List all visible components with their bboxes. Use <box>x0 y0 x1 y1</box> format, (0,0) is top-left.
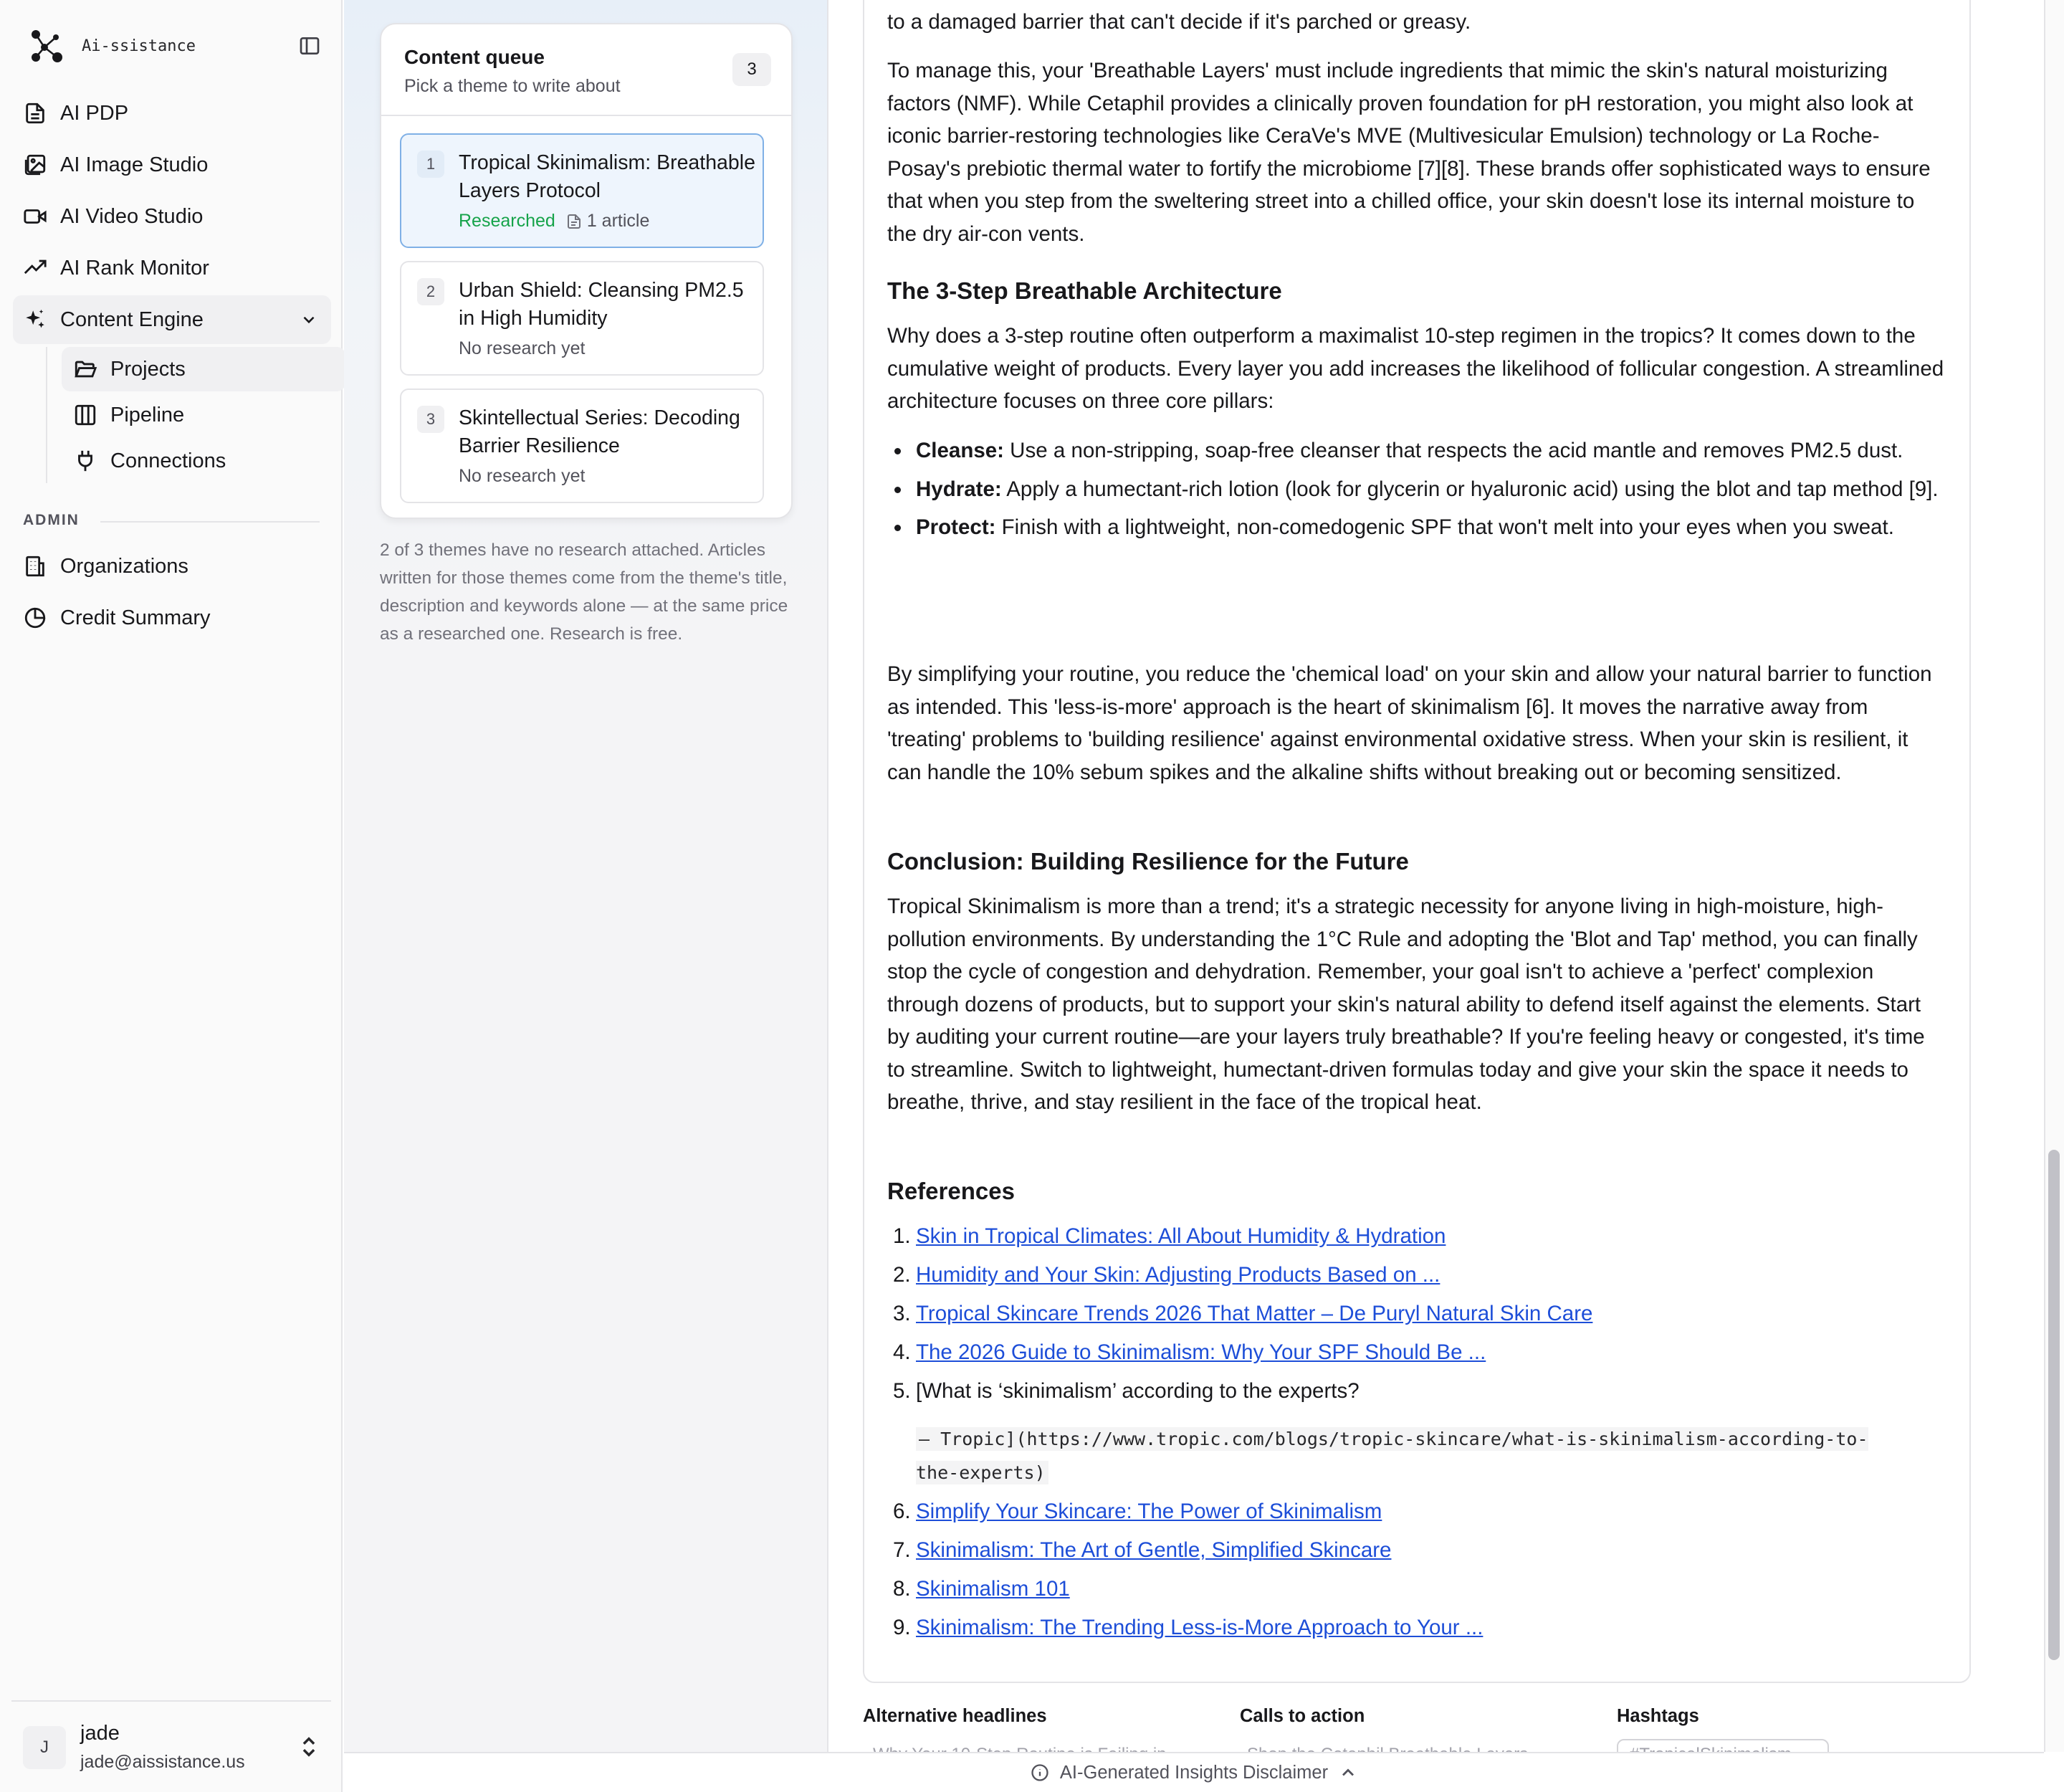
trending-up-icon <box>23 256 47 280</box>
theme-meta <box>459 338 585 359</box>
queue-column <box>344 0 827 1752</box>
reference-item <box>887 1375 1948 1495</box>
admin-nav <box>13 542 331 645</box>
theme-card-2[interactable] <box>400 261 764 376</box>
section-heading: The 3-Step Breathable Architecture <box>887 277 1282 304</box>
reference-number: 5. <box>893 1379 911 1403</box>
sidebar-item-label: Projects <box>110 357 186 381</box>
reference-item <box>887 1220 1948 1259</box>
reference-number: 4. <box>893 1340 911 1364</box>
reference-number: 2. <box>893 1263 911 1287</box>
chevron-up-icon <box>1338 1763 1358 1783</box>
pillar-term: Cleanse: <box>916 439 1004 462</box>
document-icon <box>565 213 583 230</box>
theme-number: 1 <box>417 151 444 178</box>
article-paragraph: Why does a 3-step routine often outperform a maximalist 10-step regimen in the tropics? It comes down to the cumulative weight of products. Every layer you add increases the likelihood of follicular congestion. A streamlined architecture focuses on three core pillars: <box>887 324 1944 413</box>
research-status: No research yet <box>459 466 586 486</box>
reference-number: 8. <box>893 1577 911 1601</box>
sidebar-toggle-icon <box>298 34 321 57</box>
alt-headlines-label: Alternative headlines <box>863 1706 1047 1726</box>
admin-divider <box>100 521 320 523</box>
pillar-text: Use a non-stripping, soap-free cleanser that respects the acid mantle and removes PM2.5 dust. <box>1003 439 1903 462</box>
queue-count-badge: 3 <box>732 53 771 86</box>
theme-title: Tropical Skinimalism: Breathable Layers Protocol <box>459 151 755 202</box>
reference-link[interactable]: The 2026 Guide to Skinimalism: Why Your SPF Should Be ... <box>916 1340 1486 1364</box>
reference-text: [What is ‘skinimalism’ according to the experts? <box>916 1379 1360 1403</box>
pillar-list <box>887 434 1948 544</box>
reference-item <box>887 1611 1948 1650</box>
sidebar-item-ai-video-studio[interactable] <box>13 192 331 241</box>
sidebar-item-pipeline[interactable] <box>62 393 345 437</box>
sparkles-icon <box>23 308 47 332</box>
article-paragraph: to a damaged barrier that can't decide if it's parched or greasy. <box>887 10 1471 34</box>
section-heading: Conclusion: Building Resilience for the Future <box>887 848 1409 874</box>
folder-open-icon <box>73 357 97 381</box>
reference-item <box>887 1495 1948 1534</box>
theme-meta <box>459 211 649 232</box>
reference-number: 6. <box>893 1500 911 1523</box>
references-heading: References <box>887 1178 1015 1204</box>
reference-link[interactable]: Skin in Tropical Climates: All About Humidity & Hydration <box>916 1224 1446 1248</box>
image-icon <box>23 153 47 177</box>
sidebar-toggle-button[interactable] <box>295 32 324 60</box>
reference-item <box>887 1573 1948 1611</box>
queue-research-note: 2 of 3 themes have no research attached. Articles written for those themes come from the theme's title, description and keywords alone — at the same price as a researched one. Research is free. <box>380 540 788 644</box>
pillar-text: Apply a humectant-rich lotion (look for glycerin or hyaluronic acid) using the blot and tap method [9]. <box>1001 477 1939 501</box>
reference-number: 3. <box>893 1302 911 1325</box>
scrollbar-thumb[interactable] <box>2048 1150 2060 1660</box>
reference-item <box>887 1259 1948 1297</box>
reference-link[interactable]: Simplify Your Skincare: The Power of Skinimalism <box>916 1500 1382 1523</box>
sidebar-item-content-engine[interactable] <box>13 295 331 344</box>
sidebar-item-connections[interactable] <box>62 439 345 483</box>
references-list <box>887 1220 1948 1650</box>
reference-link[interactable]: Skinimalism: The Art of Gentle, Simplified Skincare <box>916 1538 1392 1562</box>
logo-icon <box>26 26 66 66</box>
reference-link[interactable]: Skinimalism 101 <box>916 1577 1070 1601</box>
app-name: Ai-ssistance <box>82 37 196 55</box>
sidebar-item-label: Connections <box>110 449 226 472</box>
list-item <box>887 434 1948 467</box>
document-icon <box>23 101 47 125</box>
research-status: No research yet <box>459 338 586 358</box>
brand[interactable] <box>26 26 196 66</box>
sidebar-item-credit-summary[interactable] <box>13 594 331 642</box>
reference-link[interactable]: Skinimalism: The Trending Less-is-More Approach to Your ... <box>916 1616 1484 1639</box>
theme-card-1[interactable] <box>400 133 764 248</box>
disclaimer-toggle[interactable] <box>344 1752 2044 1792</box>
article-paragraph: Tropical Skinimalism is more than a trend; it's a strategic necessity for anyone living in high-moisture, high-pollution environments. By understanding the 1°C Rule and adopting the 'Blot and Tap' method, you can finally stop the cycle of congestion and dehydration. Remember, your goal isn't to achieve a 'perfect' complexion through dozens of products, but to support your skin's natural ability to defend itself against the elements. Start by auditing your current routine—are your layers truly breathable? If you're feeling heavy or congested, it's time to streamline. Switch to lightweight, humectant-driven formulas today and give your skin the space it needs to breathe, thrive, and stay resilient in the face of the tropical heat. <box>887 895 1925 1114</box>
queue-title: Content queue <box>404 46 545 68</box>
pie-chart-icon <box>23 606 47 630</box>
chevron-down-icon <box>300 310 318 329</box>
article-count: 1 article <box>586 211 650 231</box>
sidebar-item-label: AI PDP <box>60 101 129 125</box>
sidebar-item-label: AI Video Studio <box>60 204 204 228</box>
content-engine-subnav <box>46 347 331 483</box>
building-icon <box>23 554 47 578</box>
sidebar-item-organizations[interactable] <box>13 542 331 591</box>
theme-meta <box>459 466 585 487</box>
sidebar-item-label: AI Image Studio <box>60 153 209 176</box>
reference-item <box>887 1297 1948 1336</box>
queue-header <box>381 24 791 116</box>
sidebar-item-ai-rank-monitor[interactable] <box>13 244 331 292</box>
reference-link[interactable]: Humidity and Your Skin: Adjusting Products Based on ... <box>916 1263 1440 1287</box>
plug-icon <box>73 449 97 473</box>
admin-section-label: ADMIN <box>23 512 80 528</box>
sidebar-item-label: AI Rank Monitor <box>60 256 209 280</box>
reference-item <box>887 1336 1948 1375</box>
hashtags-label: Hashtags <box>1617 1706 1699 1726</box>
avatar: J <box>23 1726 66 1769</box>
reference-item <box>887 1534 1948 1573</box>
info-icon <box>1030 1763 1050 1783</box>
sidebar-item-label: Pipeline <box>110 403 185 426</box>
reference-number: 1. <box>893 1224 911 1248</box>
reference-link[interactable]: Tropical Skincare Trends 2026 That Matter – De Puryl Natural Skin Care <box>916 1302 1593 1325</box>
sidebar-item-label: Content Engine <box>60 308 204 331</box>
reference-number: 9. <box>893 1616 911 1639</box>
theme-number: 2 <box>417 278 444 305</box>
sidebar-item-projects[interactable] <box>62 347 345 391</box>
user-menu[interactable] <box>11 1700 331 1792</box>
sidebar-item-ai-pdp[interactable] <box>13 89 331 138</box>
cta-label: Calls to action <box>1240 1706 1365 1726</box>
sidebar-item-label: Credit Summary <box>60 606 211 629</box>
research-status: Researched <box>459 211 555 231</box>
pillar-term: Hydrate: <box>916 477 1002 501</box>
pillar-term: Protect: <box>916 515 996 539</box>
disclaimer-label: AI-Generated Insights Disclaimer <box>1059 1762 1329 1783</box>
sidebar-item-label: Organizations <box>60 554 188 578</box>
user-name: jade <box>80 1722 120 1745</box>
reference-raw-markdown: – Tropic](https://www.tropic.com/blogs/tropic-skincare/what-is-skinimalism-according-to-the-experts) <box>916 1428 1868 1483</box>
article-paragraph: To manage this, your 'Breathable Layers' must include ingredients that mimic the skin's natural moisturizing factors (NMF). While Cetaphil provides a clinically proven foundation for pH restoration, you might also look at iconic barrier-restoring technologies like CeraVe's MVE (Multivesicular Emulsion) technology or La Roche-Posay's prebiotic thermal water to fortify the microbiome [7][8]. These brands offer sophisticated ways to ensure that when you step from the sweltering street into a chilled office, your skin doesn't lose its internal moisture to the dry air-con vents. <box>887 59 1931 246</box>
main-nav <box>13 89 331 485</box>
video-icon <box>23 204 47 229</box>
list-item <box>887 473 1948 506</box>
chevrons-up-down-icon[interactable] <box>297 1735 321 1759</box>
reference-number: 7. <box>893 1538 911 1562</box>
sidebar-item-ai-image-studio[interactable] <box>13 140 331 189</box>
queue-subtitle: Pick a theme to write about <box>404 76 621 96</box>
columns-icon <box>73 403 97 427</box>
theme-title: Skintellectual Series: Decoding Barrier Resilience <box>459 406 740 457</box>
theme-card-3[interactable] <box>400 389 764 503</box>
article-paragraph: By simplifying your routine, you reduce the 'chemical load' on your skin and allow your natural barrier to function as intended. This 'less-is-more' approach is the heart of skinimalism [6]. It moves the narrative away from 'treating' problems to 'building resilience' against environmental oxidative stress. When your skin is resilient, it can handle the 10% sebum spikes and the alkaline shifts without breaking out or becoming sensitized. <box>887 662 1932 784</box>
user-email: jade@aissistance.us <box>80 1752 245 1772</box>
sidebar <box>0 0 343 1792</box>
theme-number: 3 <box>417 406 444 433</box>
theme-title: Urban Shield: Cleansing PM2.5 in High Humidity <box>459 279 744 330</box>
content-queue-panel <box>380 23 793 519</box>
pillar-text: Finish with a lightweight, non-comedogenic SPF that won't melt into your eyes when you sweat. <box>995 515 1894 539</box>
list-item <box>887 511 1948 544</box>
